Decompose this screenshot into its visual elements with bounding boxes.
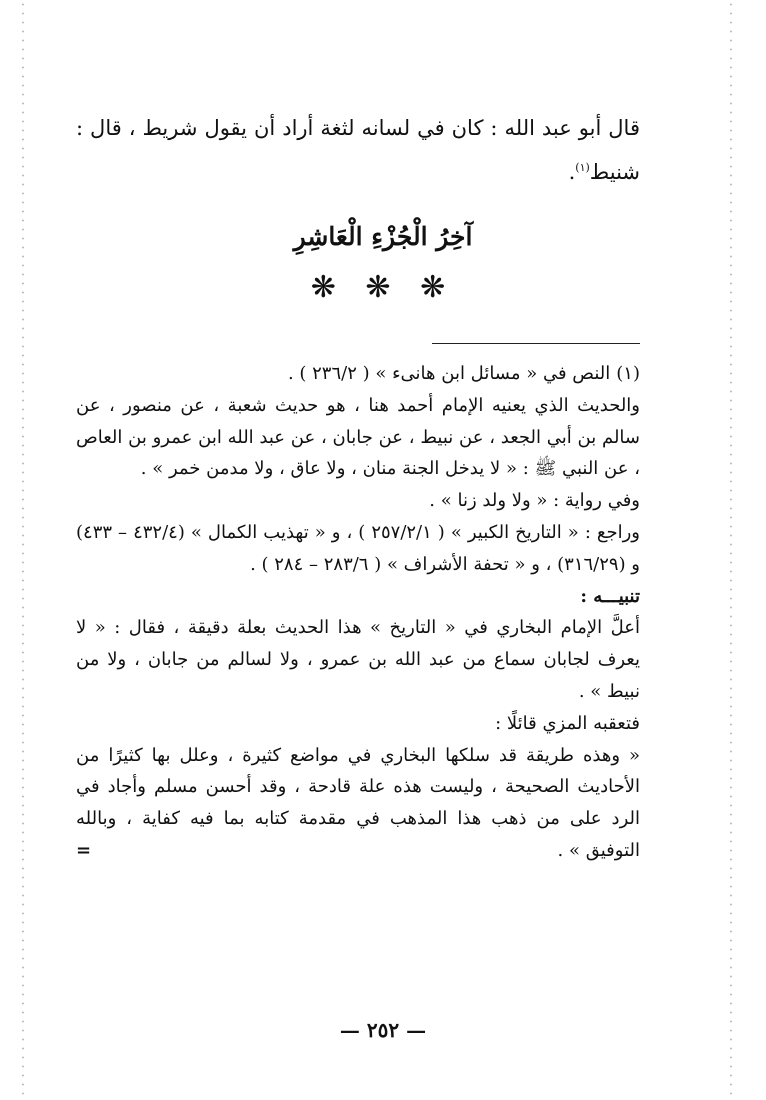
footnote-line-7: فتعقبه المزي قائلًا : xyxy=(495,712,640,734)
main-paragraph: قال أبو عبد الله : كان في لسانه لثغة أراد أن يقول شريط ، قال : شنيط$^{(١)}$. xyxy=(76,116,640,184)
footnote-line-6: أعلَّ الإمام البخاري في « التاريخ » هذا الحديث بعلة دقيقة ، فقال : « لا يعرف لجابان سماع من عبد الله بن عمرو ، ولا لسالم من جابان ، ولا من نبيط » . xyxy=(76,617,640,702)
footnote-line-3: وفي رواية : « ولا ولد زنا » . xyxy=(429,490,640,512)
footnote-number: (١) xyxy=(616,363,640,384)
continuation-mark: = xyxy=(76,839,92,861)
part-end-title: آخِرُ الْجُزْءِ الْعَاشِرِ xyxy=(293,222,473,251)
footnote-line-4: وراجع : « التاريخ الكبير » ( ٢٥٧/٢/١ ) ، و « تهذيب الكمال » (٤٣٢/٤ – ٤٣٣) و (٣١٦/٢٩) ، و « تحفة الأشراف » ( ٢٨٣/٦ – ٢٨٤ ) . xyxy=(76,521,640,575)
footnote-block xyxy=(76,358,640,867)
note-heading: تنبيـــه : xyxy=(580,585,640,607)
left-margin-dots xyxy=(22,0,24,1100)
footnote-line-2: والحديث الذي يعنيه الإمام أحمد هنا ، هو حديث شعبة ، عن منصور ، عن سالم بن أبي الجعد ، عن نبيط ، عن جابان ، عن عبد الله ابن عمرو بن العاص ، عن النبي ﷺ : « لا يدخل الجنة منان ، ولا عاق ، ولا مدمن خمر » . xyxy=(76,394,640,480)
page-number: — ٢٥٢ — xyxy=(339,1018,427,1042)
ornament-stars: ❋ ❋ ❋ xyxy=(310,270,456,305)
footnote-line-1: (١)النص في « مسائل ابن هانىء » ( ٢٣٦/٢ ) . xyxy=(76,358,640,390)
footnote-line-8: « وهذه طريقة قد سلكها البخاري في مواضع كثيرة ، وعلل بها كثيرًا من الأحاديث الصحيحة ، وليست هذه علة قادحة ، وقد أحسن مسلم وأجاد في الرد على من ذهب هذا المذهب في مقدمة كتابه بما فيه كفاية ، وبالله التوفيق » . = xyxy=(76,740,640,867)
footnote-ref: (١) xyxy=(575,161,590,174)
footnote-separator xyxy=(432,343,640,344)
main-text: قال أبو عبد الله : كان في لسانه لثغة أراد أن يقول شريط ، قال : شنيط xyxy=(76,116,640,184)
right-margin-dots xyxy=(730,0,732,1100)
